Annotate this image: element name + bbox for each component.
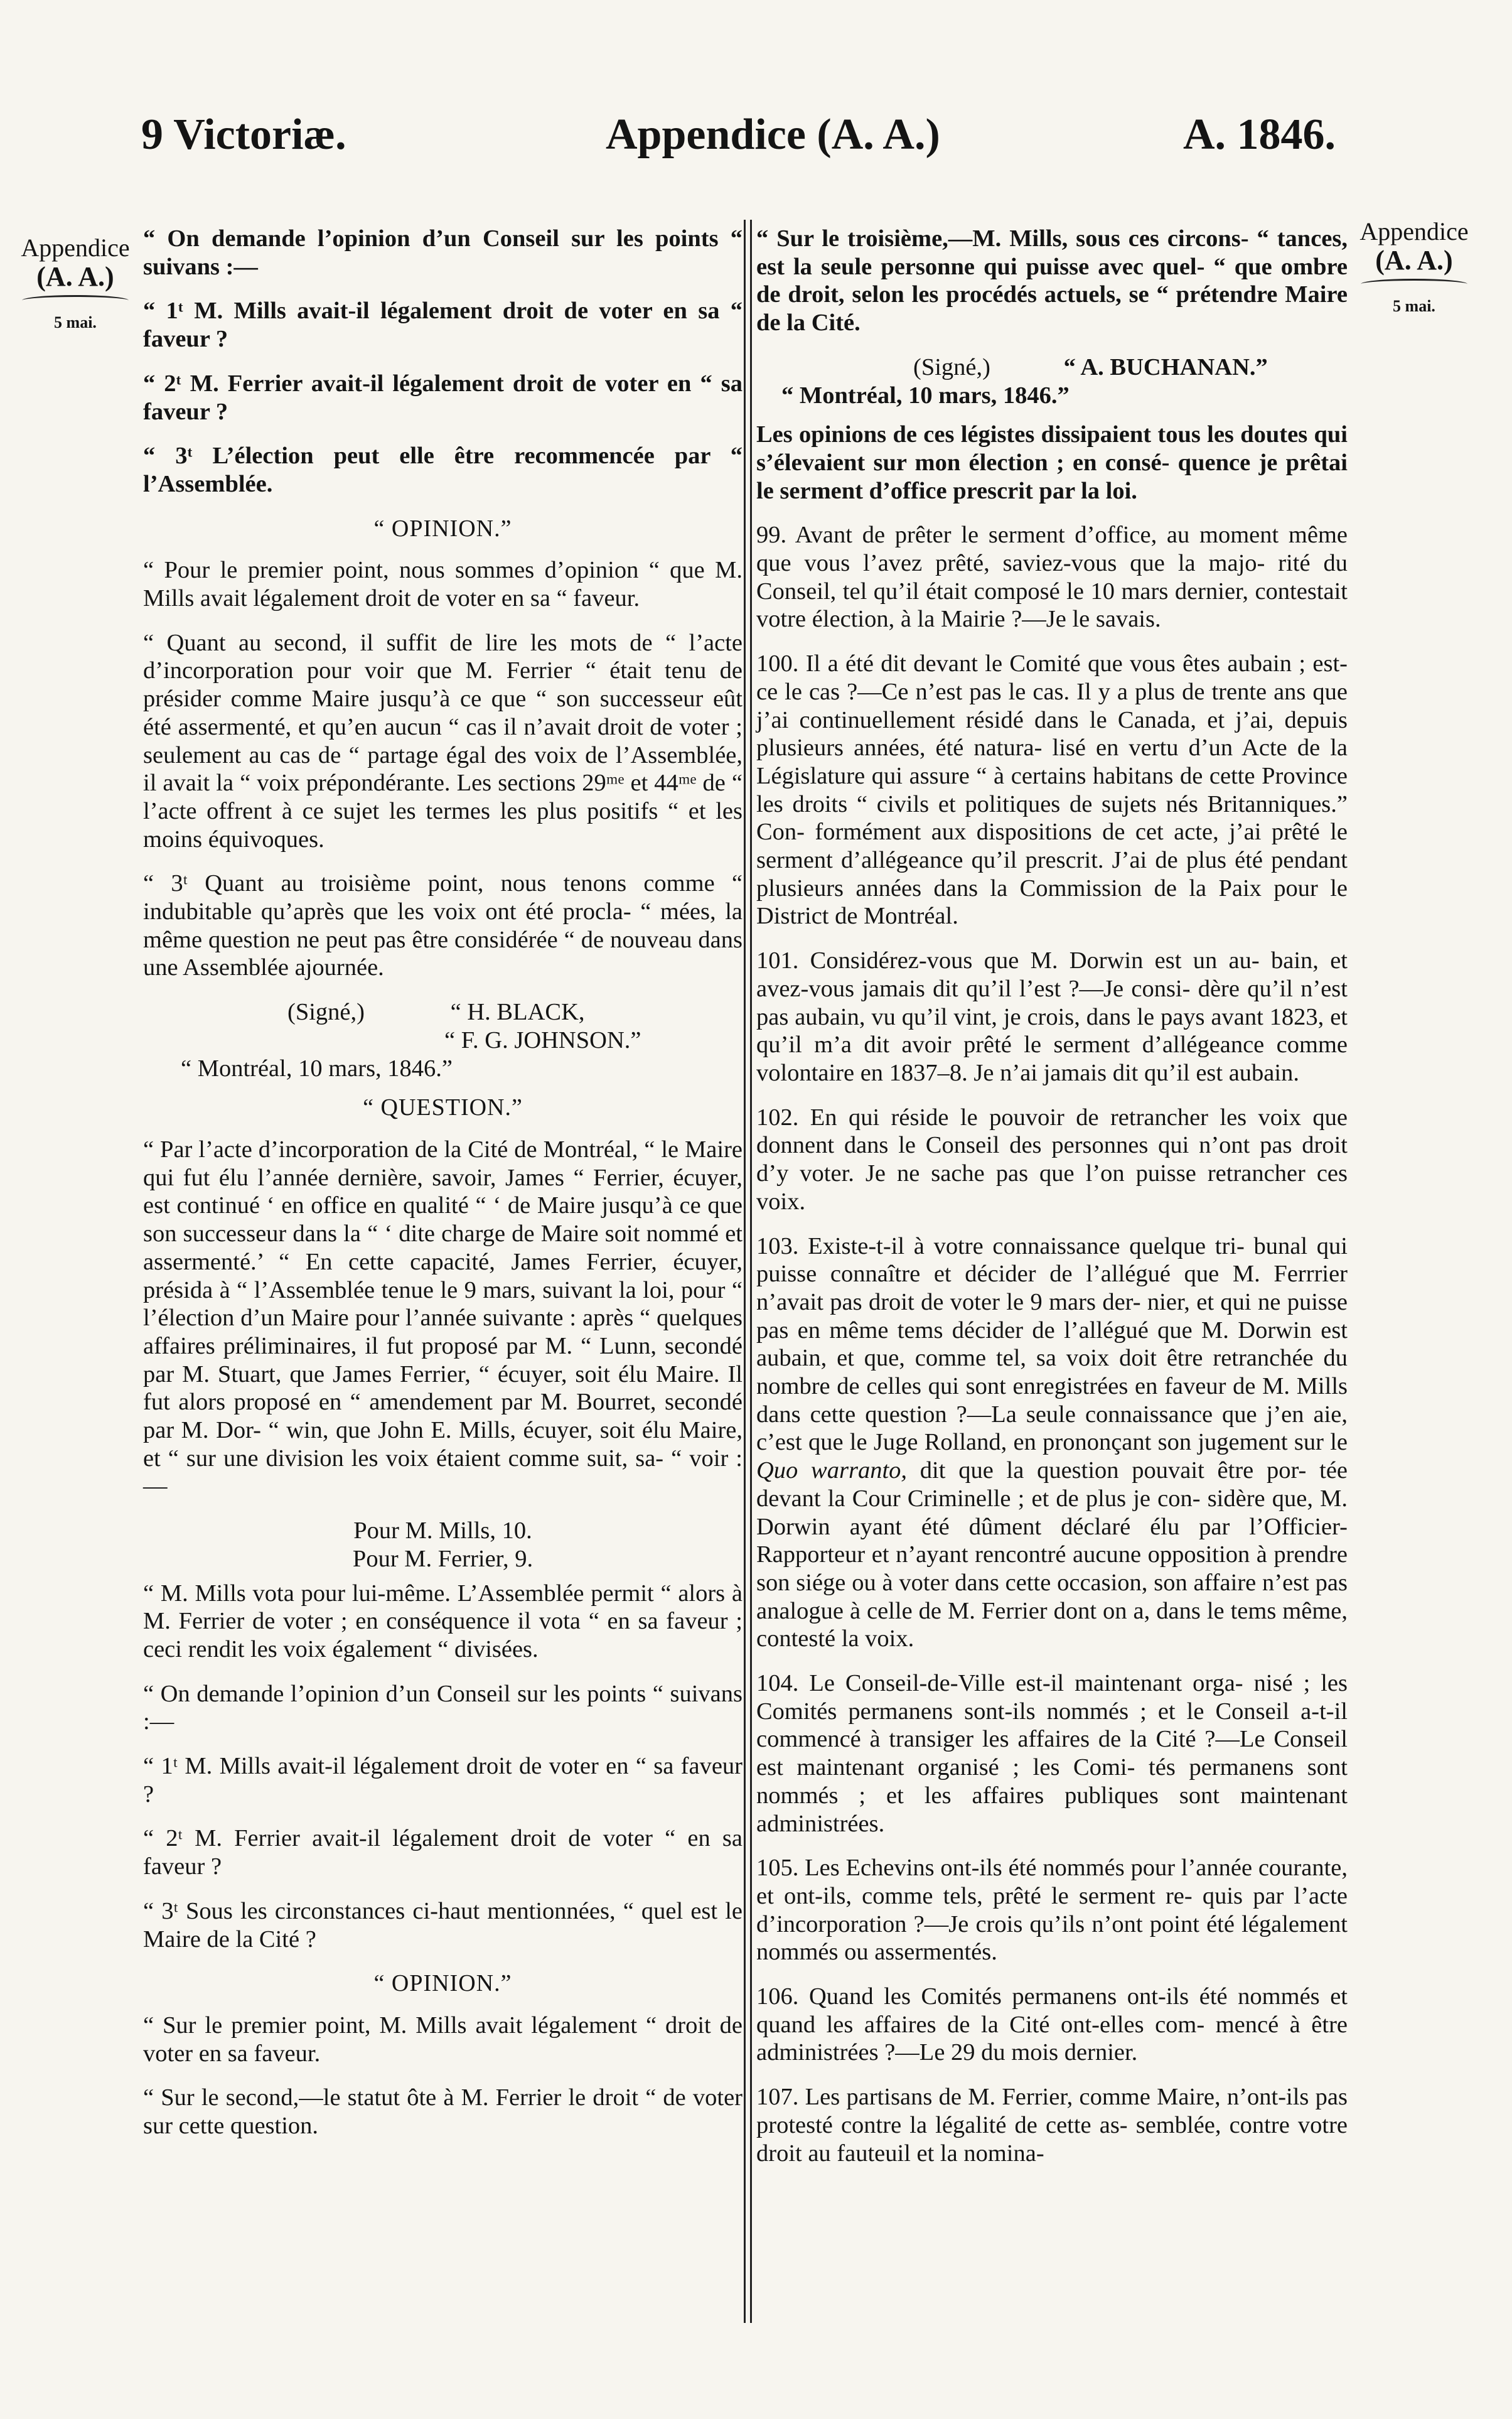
question-106: 106. Quand les Comités permanens ont-ils été nommés et quand les affaires de la Cité ont-elles com- mencé à être administrées ?—Le 29 du mois dernier. [756,1983,1348,2066]
margin-aa-label: (A. A.) [1375,245,1453,276]
left-column [143,225,743,2157]
signature-name: “ F. G. JOHNSON.” [444,1026,641,1053]
header-session: 9 Victoriæ. [141,110,346,159]
paragraph: “ On demande l’opinion d’un Conseil sur les points “ suivans :— [143,1680,743,1735]
paragraph: “ Pour le premier point, nous sommes d’opinion “ que M. Mills avait légalement droit de voter en sa “ faveur. [143,557,743,612]
paragraph: “ 2ᵗ M. Ferrier avait-il légalement droit de voter en “ sa faveur ? [143,370,743,425]
signature-date: “ Montréal, 10 mars, 1846.” [781,382,1070,409]
margin-appendice-label: Appendice [21,234,130,262]
signature-name: “ H. BLACK, [450,999,585,1026]
section-heading: “ OPINION.” [373,1970,512,1997]
margin-aa-label: (A. A.) [36,261,114,292]
question-99: 99. Avant de prêter le serment d’office, au moment même que vous l’avez prêté, saviez-vous que la majo- rité du Conseil, tel qu’il était composé le 10 mars dernier, contestait votre élection, à la Mairie ?—Je le savais. [756,522,1348,633]
vote-line: Pour M. Ferrier, 9. [352,1545,533,1572]
margin-note-right [1348,217,1480,321]
question-104: 104. Le Conseil-de-Ville est-il maintenant orga- nisé ; les Comités permanens sont-ils nommés ; et le Conseil a-t-il commencé à transiger les affaires de la Cité ?—Le Conseil est maintenant organisé ; les Comi- tés permanens sont nommés ; et les affaires publiques sont maintenant administrées. [756,1670,1348,1837]
paragraph: “ 3ᵗ L’élection peut elle être recommencée par “ l’Assemblée. [143,443,743,497]
paragraph: “ Sur le premier point, M. Mills avait légalement “ droit de voter en sa faveur. [143,2012,743,2067]
paragraph: “ On demande l’opinion d’un Conseil sur les points “ suivans :— [143,225,743,280]
section-heading: “ QUESTION.” [363,1094,523,1121]
right-column [756,225,1348,2184]
paragraph: “ M. Mills vota pour lui-même. L’Assemblée permit “ alors à M. Ferrier de voter ; en conséquence il vota “ en sa faveur ; ceci rendit les voix également “ divisées. [143,1580,743,1662]
question-103-part1: 103. Existe-t-il à votre connaissance quelque tri- bunal qui puisse connaître et décider de l’allégué que M. Ferrrier n’avait pas droit de voter le 9 mars der- nier, et qui ne puisse pas en même tems décider de l’allégué que M. Dorwin est aubain, et que, comme tel, sa voix doit être retranchée du nombre de celles qui sont enregistrées en faveur de M. Mills dans cette question ?—La seule connaissance que j’en aie, c’est que le Juge Rolland, en prononçant son jugement sur le [756,1232,1348,1456]
section-heading: “ OPINION.” [373,515,512,542]
signature-label: (Signé,) [913,353,990,380]
paragraph: “ 1ᵗ M. Mills avait-il légalement droit de voter en sa “ faveur ? [143,298,743,353]
column-divider [744,220,752,2323]
signature-block [143,998,743,1082]
paragraph: “ Par l’acte d’incorporation de la Cité de Montréal, “ le Maire qui fut élu l’année dernière, savoir, James “ Ferrier, écuyer, est continué ‘ en office en qualité “ ‘ de Maire jusqu’à ce que son successeur dans la “ ‘ dite charge de Maire soit nommé et assermenté.’ “ En cette capacité, James Ferrier, écuyer, présida à “ l’Assemblée tenue le 9 mars, suivant la loi, pour “ l’élection d’un Maire pour l’année suivante : après “ quelques affaires préliminaires, il fut proposé par M. “ Lunn, secondé par M. Stuart, que James Ferrier, “ écuyer, soit élu Maire. Il fut alors proposé en “ amendement par M. Bourret, secondé par M. Dor- “ win, que John E. Mills, écuyer, soit élu Maire, et “ sur une division les voix étaient comme suit, sa- “ voir :— [143,1136,743,1500]
margin-note-left [13,234,138,337]
question-100: 100. Il a été dit devant le Comité que vous êtes aubain ; est-ce le cas ?—Ce n’est pas le cas. Il y a plus de trente ans que j’ai continuellement résidé dans le Canada, et j’ai, depuis plusieurs années, été natura- lisé en vertu d’un Acte de la Législature qui assure “ à certains habitans de cette Province les droits “ civils et politiques de sujets nés Britanniques.” Con- formément aux dispositions de cet acte, j’ai prêté le serment d’allégeance qu’il prescrit. J’ai de plus été pendant plusieurs années dans la Commission de la Paix pour le District de Montréal. [756,650,1348,930]
question-102: 102. En qui réside le pouvoir de retrancher les voix que donnent dans le Conseil des personnes qui n’ont pas droit d’y voter. Je ne sache pas que l’on puisse retrancher ces voix. [756,1104,1348,1215]
margin-date: 5 mai. [1393,297,1435,315]
signature-block [756,353,1348,409]
paragraph: “ Sur le troisième,—M. Mills, sous ces circons- “ tances, est la seule personne qui puisse avec quel- “ que ombre de droit, selon les procédés actuels, se “ prétendre Maire de la Cité. [756,225,1348,337]
signature-label: (Signé,) [287,999,365,1026]
vote-line: Pour M. Mills, 10. [353,1517,532,1544]
margin-brace-rule [22,295,129,306]
paragraph: “ Quant au second, il suffit de lire les mots de “ l’acte d’incorporation pour voir que M. Ferrier “ était tenu de présider comme Maire jusqu’à ce que “ son successeur eût été assermenté, et qu’en aucun “ cas il n’avait droit de voter ; seulement au cas de “ partage égal des voix de l’Assemblée, il avait la “ voix prépondérante. Les sections 29ᵐᵉ et 44ᵐᵉ de “ l’acte offrent à ce sujet les termes les plus positifs “ et les moins équivoques. [143,629,743,853]
margin-appendice-label: Appendice [1359,217,1469,245]
paragraph: Les opinions de ces légistes dissipaient tous les doutes qui s’élevaient sur mon élection ; en consé- quence je prêtai le serment d’office prescrit par la loi. [756,421,1348,504]
paragraph: “ 2ᵗ M. Ferrier avait-il légalement droit de voter “ en sa faveur ? [143,1825,743,1880]
signature-name: “ A. BUCHANAN.” [1063,353,1268,380]
paragraph: “ Sur le second,—le statut ôte à M. Ferrier le droit “ de voter sur cette question. [143,2084,743,2140]
paragraph: “ 3ᵗ Quant au troisième point, nous tenons comme “ indubitable qu’après que les voix ont été procla- “ mées, la même question ne peut pas être considérée “ de nouveau dans une Assemblée ajournée. [143,870,743,981]
margin-date: 5 mai. [54,313,97,331]
question-107: 107. Les partisans de M. Ferrier, comme Maire, n’ont-ils pas protesté contre la légalité de cette as- semblée, contre votre droit au fauteuil et la nomina- [756,2084,1348,2167]
header-appendix-title: Appendice (A. A.) [606,110,940,159]
header-year: A. 1846. [1183,110,1336,159]
paragraph: “ 3ᵗ Sous les circonstances ci-haut mentionnées, “ quel est le Maire de la Cité ? [143,1897,743,1953]
margin-brace-rule [1361,279,1467,289]
question-101: 101. Considérez-vous que M. Dorwin est un au- bain, et avez-vous jamais dit qu’il l’est ?—Je consi- dère qu’il n’est pas aubain, vu qu’il vint, je crois, dans le pays avant 1823, et qu’il m’a dit avoir prêté le serment d’allégeance comme volontaire en 1837–8. Je n’ai jamais dit qu’il est aubain. [756,947,1348,1086]
quo-warranto-term: Quo warranto, [756,1457,908,1484]
question-103-part2: dit que la question pouvait être por- tée devant la Cour Criminelle ; et de plus je con- sidère que, M. Dorwin ayant été dûment déclaré élu par l’Officier-Rapporteur et n’ayant rencontré aucune opposition à prendre son siége ou à voter dans cette occasion, son affaire n’est pas analogue à celle de M. Ferrier dont on a, dans le tems même, contesté la voix. [756,1457,1348,1652]
question-105: 105. Les Echevins ont-ils été nommés pour l’année courante, et ont-ils, comme tels, prêté le serment re- quis par l’acte d’incorporation ?—Je crois qu’ils n’ont point été légalement nommés ou assermentés. [756,1855,1348,1966]
question-103 [756,1232,1348,1654]
paragraph: “ 1ᵗ M. Mills avait-il légalement droit de voter en “ sa faveur ? [143,1753,743,1808]
signature-date: “ Montréal, 10 mars, 1846.” [181,1055,453,1082]
